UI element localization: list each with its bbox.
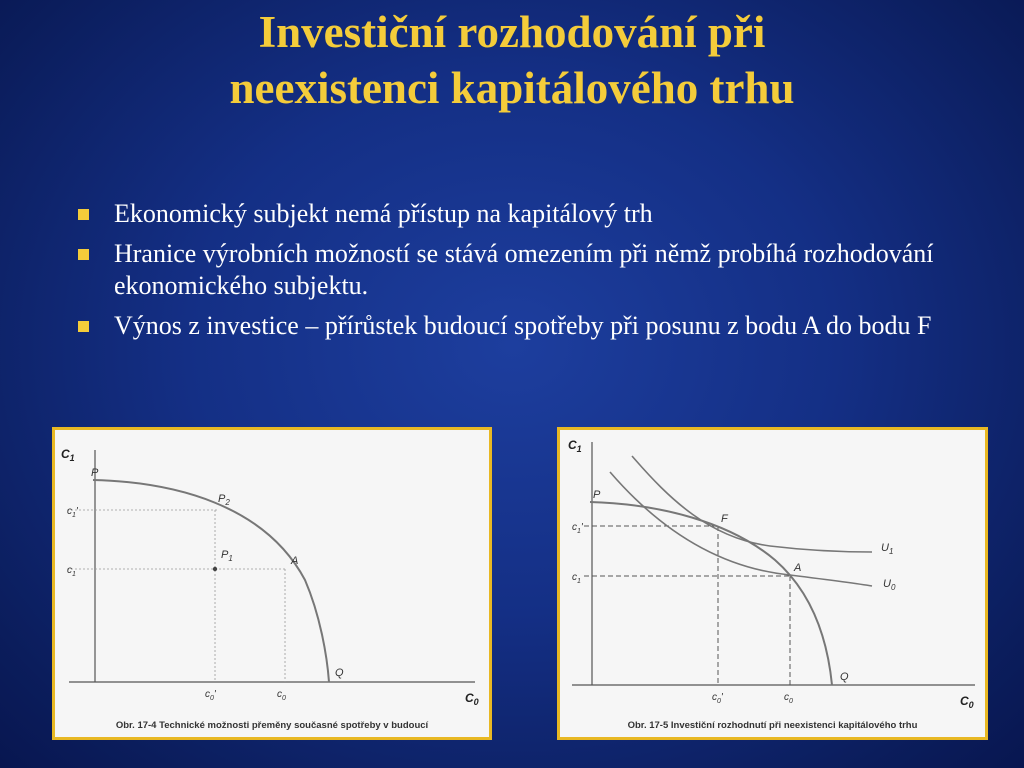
bullet-text: Výnos z investice – přírůstek budoucí spotřeby při posunu z bodu A do bodu F [114,311,932,340]
figure-investment-decision [557,427,988,740]
tick-c1-prime: $c_1'$ [67,506,78,519]
tick-c0: $c_0$ [784,692,793,705]
figure2-diagram [560,430,985,737]
square-bullet-icon [78,321,89,332]
bullet-list [76,198,976,350]
label-p1: $P_1$ [221,549,233,563]
tick-c0-prime: $c_0'$ [205,689,216,702]
figure2-caption: Obr. 17-5 Investiční rozhodnutí při neexistenci kapitálového trhu [627,720,918,731]
x-axis-label: $C_0$ [960,694,974,710]
label-u0: $U_0$ [883,578,896,592]
tick-c0-prime: $c_0'$ [712,692,723,705]
tick-c1-prime: $c_1'$ [572,522,583,535]
square-bullet-icon [78,249,89,260]
label-a: A [291,555,299,567]
label-f: F [721,513,728,525]
label-q: Q [335,667,344,679]
figure1-diagram [55,430,489,737]
bullet-item [76,310,976,342]
figure-production-possibilities [52,427,492,740]
slide-title [0,4,1024,116]
figure1-caption: Obr. 17-4 Technické možnosti přeměny současné spotřeby v budoucí [115,720,429,731]
production-frontier-curve [590,502,832,685]
tick-c1: $c_1$ [67,565,76,578]
label-p2: $P_2$ [218,493,230,507]
x-axis-label: $C_0$ [465,691,479,707]
label-a: A [794,562,802,574]
y-axis-label: $C_1$ [61,447,75,463]
label-q: Q [840,671,849,683]
bullet-text: Ekonomický subjekt nemá přístup na kapitálový trh [114,199,653,228]
indifference-curve-u1 [632,456,872,552]
y-axis-label: $C_1$ [568,438,582,454]
bullet-text: Hranice výrobních možností se stává omezením při němž probíhá rozhodování ekonomického subjektu. [114,239,934,300]
point-p1 [213,567,217,571]
square-bullet-icon [78,209,89,220]
tick-c0: $c_0$ [277,689,286,702]
title-line-2: neexistenci kapitálového trhu [229,63,795,113]
label-p: P [91,467,99,479]
bullet-item [76,198,976,230]
indifference-curve-u0 [610,472,872,586]
label-u1: $U_1$ [881,542,894,556]
tick-c1: $c_1$ [572,572,581,585]
title-line-1: Investiční rozhodování při [258,7,766,57]
label-p: P [593,489,601,501]
bullet-item [76,238,976,302]
